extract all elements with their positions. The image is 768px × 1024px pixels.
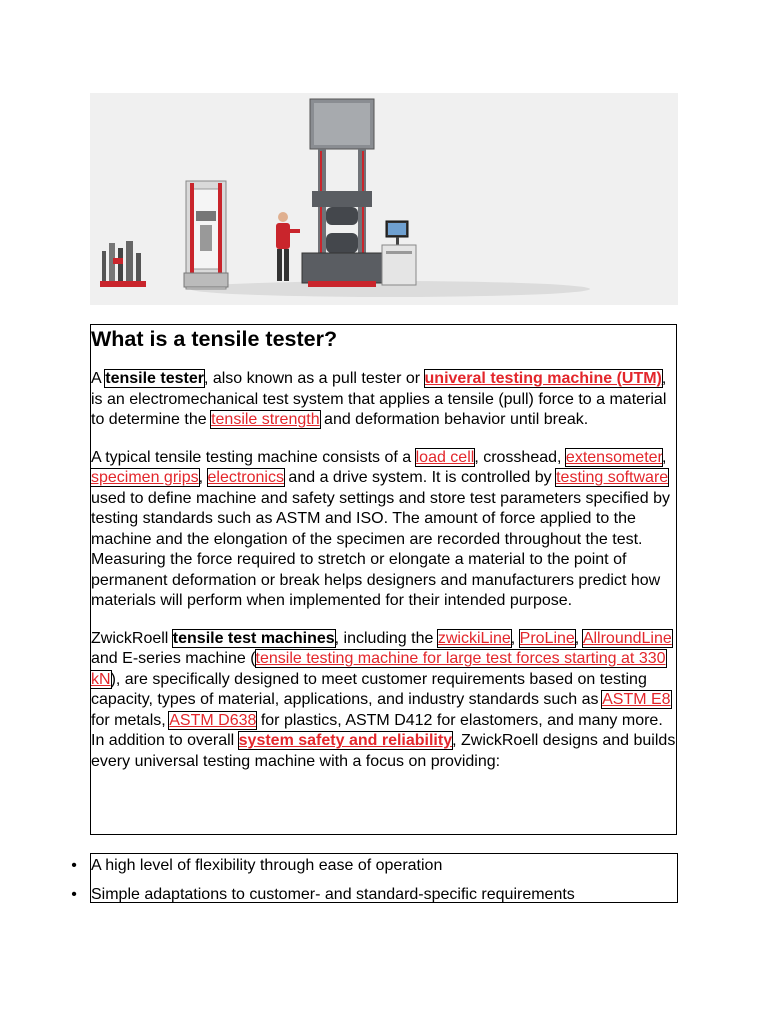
text: , — [574, 629, 583, 647]
text: , ZwickRoell designs and builds every universal testing machine with a focus on providing: — [91, 732, 676, 770]
load-cell-link[interactable]: load cell — [415, 448, 475, 466]
text: and a drive system. It is controlled by — [283, 469, 557, 486]
zwickiline-link[interactable]: zwickiLine — [437, 629, 511, 647]
text: used to define machine and safety settings and store test parameters specified by testing standards such as ASTM and ISO. The amount of force applied to the machine and the elongation of the specimen are recorded throughout the test. Measuring the force required to stretch or elongate a material to the point of permanent deformation or break helps designers and manufacturers predict how materials will perform when implemented for their intended purpose. — [91, 489, 670, 609]
text: for metals, — [91, 711, 170, 729]
hero-image-tensile-machines — [90, 93, 678, 305]
medium-machine — [184, 181, 228, 289]
utm-link[interactable]: univeral testing machine (UTM) — [424, 370, 662, 387]
safety-reliability-link[interactable]: system safety and reliability — [238, 732, 453, 749]
list-item-text: Simple adaptations to customer- and standard-specific requirements — [91, 886, 575, 903]
tensile-strength-link[interactable]: tensile strength — [211, 411, 320, 428]
astm-d638-link[interactable]: ASTM D638 — [169, 711, 257, 729]
text: , — [198, 469, 208, 486]
list-item-text: A high level of flexibility through ease of operation — [91, 857, 443, 874]
text: , crosshead, — [474, 448, 566, 466]
components-paragraph — [91, 448, 676, 612]
list-item — [71, 856, 677, 883]
zwickroell-paragraph — [91, 629, 676, 773]
text: A typical tensile testing machine consists of a — [91, 448, 416, 466]
text: for plastics, ASTM D412 for elastomers, and many more. In addition to overall — [91, 711, 663, 749]
text: A — [91, 370, 106, 387]
article-section — [90, 324, 677, 835]
text: ZwickRoell — [91, 629, 173, 647]
allroundline-link[interactable]: AllroundLine — [582, 629, 672, 647]
testing-software-link[interactable]: testing software — [556, 469, 669, 486]
machines-illustration — [90, 93, 678, 305]
page-title: What is a tensile tester? — [91, 327, 338, 351]
text: , — [661, 448, 667, 466]
text: and deformation behavior until break. — [319, 411, 589, 428]
text: ), are specifically designed to meet customer requirements based on testing capacity, types of material, applications, and industry standards such as — [91, 670, 647, 708]
bullet-icon: • — [71, 857, 77, 874]
list-item — [71, 885, 677, 912]
text: , including the — [334, 629, 438, 647]
large-machine — [302, 99, 382, 287]
tensile-tester-term: tensile tester — [105, 370, 204, 387]
extensometer-link[interactable]: extensometer — [565, 448, 662, 466]
proline-link[interactable]: ProLine — [519, 629, 575, 647]
electronics-link[interactable]: electronics — [207, 469, 284, 486]
bullet-icon: • — [71, 886, 77, 903]
tensile-test-machines-term: tensile test machines — [172, 629, 335, 647]
intro-paragraph — [91, 369, 676, 431]
large-forces-link[interactable]: tensile testing machine for large test forces starting at 330 kN — [91, 650, 666, 688]
astm-e8-link[interactable]: ASTM E8 — [602, 691, 671, 708]
text: , is an electromechanical test system that applies a tensile (pull) force to a material to determine the — [91, 370, 667, 428]
text: , also known as a pull tester or — [203, 370, 425, 387]
text: , — [510, 629, 520, 647]
text: and E-series machine ( — [91, 650, 256, 667]
feature-list — [71, 853, 678, 903]
specimen-grips-link[interactable]: specimen grips — [91, 469, 199, 486]
